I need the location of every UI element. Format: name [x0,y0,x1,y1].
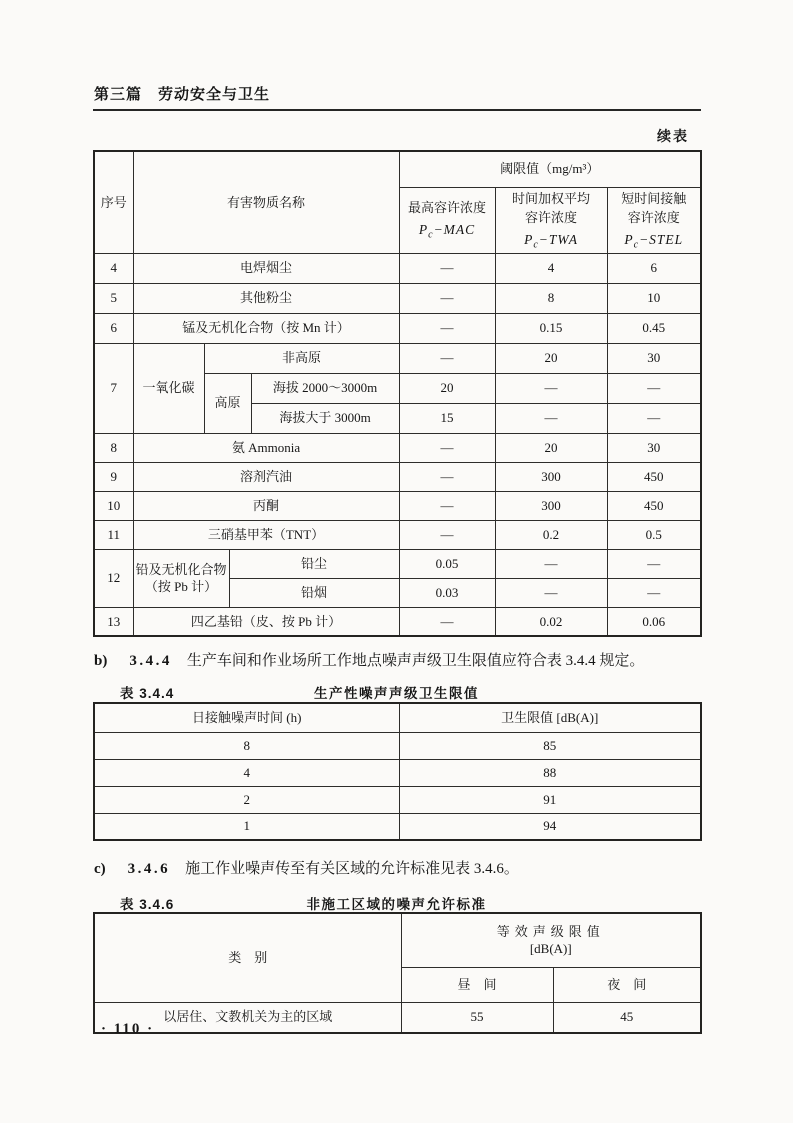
row12-sub1-label: 铅尘 [229,549,399,578]
twa-symbol-rest: −TWA [538,231,578,247]
row11-twa: 0.2 [495,520,607,549]
t344-r4-limit: 94 [399,813,701,840]
row13-twa: 0.02 [495,607,607,636]
header-rule [93,109,701,111]
row12-name-line1: 铅及无机化合物 [135,561,227,577]
row11-seq: 11 [94,520,133,549]
table-row [94,549,701,578]
table-row [94,491,701,520]
row5-name: 其他粉尘 [133,283,399,313]
col-header-mac [399,187,495,253]
paragraph-b [94,651,710,672]
t346-r1-day: 55 [401,1002,553,1033]
table-row [94,813,701,840]
page-number: · 110 · [101,1021,155,1037]
row12-sub1-mac: 0.05 [399,549,495,578]
paragraph-c-number: 3.4.6 [127,861,171,877]
col-header-limit-group: 阈限值（mg/m³） [399,151,701,187]
paragraph-c-text: 施工作业噪声传至有关区域的允许标准见表 3.4.6。 [185,861,519,877]
row12-name [133,549,229,607]
row10-stel: 450 [607,491,701,520]
table-346-caption-title: 非施工区域的噪声允许标准 [306,897,487,912]
stel-title-line2: 容许浓度 [627,210,680,225]
row12-name-line2: （按 Pb 计） [144,579,218,595]
table-row [94,283,701,313]
row9-twa: 300 [495,462,607,491]
mac-symbol-sub: c [428,229,434,241]
row11-stel: 0.5 [607,520,701,549]
t344-r3-limit: 91 [399,786,701,813]
row11-mac: — [399,520,495,549]
row12-seq: 12 [94,549,133,607]
table-344-caption [93,682,700,702]
row5-seq: 5 [94,283,133,313]
col-header-twa [495,187,607,253]
paragraph-c-marker: c) [94,861,106,877]
row12-sub2-stel: — [607,578,701,607]
row7-sub1-twa: — [495,373,607,403]
t346-night-header: 夜 间 [553,967,701,1002]
row8-name: 氨 Ammonia [133,433,399,462]
row9-seq: 9 [94,462,133,491]
t346-limit-header [401,913,701,967]
t344-r4-hours: 1 [94,813,399,840]
row4-twa: 4 [495,253,607,283]
table-346-caption [93,893,700,913]
row8-seq: 8 [94,433,133,462]
col-header-substance: 有害物质名称 [133,151,399,253]
paragraph-b-number: 3.4.4 [129,653,172,669]
twa-symbol-p: P [524,231,534,247]
row12-sub2-label: 铅烟 [229,578,399,607]
paragraph-c [94,859,710,880]
row13-mac: — [399,607,495,636]
row4-stel: 6 [607,253,701,283]
row6-twa: 0.15 [495,313,607,343]
row13-seq: 13 [94,607,133,636]
row7-nonplateau-twa: 20 [495,343,607,373]
twa-symbol [498,231,605,252]
mac-symbol [402,221,493,242]
t344-r3-hours: 2 [94,786,399,813]
table-344-caption-title: 生产性噪声声级卫生限值 [314,686,479,701]
noise-limit-table-344 [93,702,702,841]
mac-title: 最高容许浓度 [408,200,487,216]
t346-day-header: 昼 间 [401,967,553,1002]
table-346-caption-label: 表 3.4.6 [120,897,175,912]
row5-mac: — [399,283,495,313]
row8-stel: 30 [607,433,701,462]
t344-r2-limit: 88 [399,759,701,786]
row6-seq: 6 [94,313,133,343]
mac-symbol-p: P [418,221,429,237]
row7-plateau-label: 高原 [204,373,251,433]
row12-sub2-twa: — [495,578,607,607]
row7-nonplateau-label: 非高原 [204,343,399,373]
stel-symbol [610,231,699,252]
row7-sub2-stel: — [607,403,701,433]
row7-sub2-twa: — [495,403,607,433]
row6-mac: — [399,313,495,343]
t344-col2-header: 卫生限值 [dB(A)] [399,703,701,732]
row6-stel: 0.45 [607,313,701,343]
table-row [94,1002,701,1033]
table-row [94,343,701,373]
table-row [94,253,701,283]
row4-seq: 4 [94,253,133,283]
table-row [94,520,701,549]
row10-twa: 300 [495,491,607,520]
row8-mac: — [399,433,495,462]
row12-sub1-twa: — [495,549,607,578]
t344-r1-hours: 8 [94,732,399,759]
col-header-stel [607,187,701,253]
paragraph-b-marker: b) [94,653,108,669]
table-row [94,433,701,462]
row10-seq: 10 [94,491,133,520]
row10-mac: — [399,491,495,520]
row12-sub1-stel: — [607,549,701,578]
row7-sub1-mac: 20 [399,373,495,403]
row7-nonplateau-mac: — [399,343,495,373]
row7-nonplateau-stel: 30 [607,343,701,373]
substance-limits-table [93,150,702,637]
row7-sub1-stel: — [607,373,701,403]
row9-stel: 450 [607,462,701,491]
t346-r1-night: 45 [553,1002,701,1033]
row4-mac: — [399,253,495,283]
t344-r1-limit: 85 [399,732,701,759]
table-row [94,313,701,343]
row7-sub2-mac: 15 [399,403,495,433]
noise-limit-table-346 [93,912,702,1034]
row11-name: 三硝基甲苯（TNT） [133,520,399,549]
row9-mac: — [399,462,495,491]
table-row [94,462,701,491]
stel-symbol-rest: −STEL [639,231,684,247]
twa-title-line2: 容许浓度 [525,210,578,225]
t346-limit-header-line2: [dB(A)] [529,941,572,957]
stel-symbol-sub: c [633,239,640,251]
twa-symbol-sub: c [533,239,539,251]
row7-seq: 7 [94,343,133,433]
row5-stel: 10 [607,283,701,313]
row9-name: 溶剂汽油 [133,462,399,491]
twa-title-line1: 时间加权平均 [512,190,591,206]
running-header: 第三篇 劳动安全与卫生 [94,86,271,103]
table-row [94,732,701,759]
stel-title-line1: 短时间接触 [621,190,687,206]
table-344-caption-label: 表 3.4.4 [120,686,175,701]
t346-r1-category: 以居住、文教机关为主的区域 [94,1002,401,1033]
row8-twa: 20 [495,433,607,462]
row4-name: 电焊烟尘 [133,253,399,283]
row6-name: 锰及无机化合物（按 Mn 计） [133,313,399,343]
t344-r2-hours: 4 [94,759,399,786]
row5-twa: 8 [495,283,607,313]
stel-symbol-p: P [624,231,634,247]
mac-symbol-rest: −MAC [433,221,476,237]
table-row [94,759,701,786]
t344-col1-header: 日接触噪声时间 (h) [94,703,399,732]
row13-name: 四乙基铅（皮、按 Pb 计） [133,607,399,636]
row10-name: 丙酮 [133,491,399,520]
row7-name: 一氧化碳 [133,343,204,433]
row7-sub2-label: 海拔大于 3000m [251,403,399,433]
continued-table-label: 续表 [657,130,689,145]
table-row [94,607,701,636]
col-header-seq: 序号 [94,151,133,253]
t346-limit-header-line1: 等效声级限值 [496,923,605,939]
row12-sub2-mac: 0.03 [399,578,495,607]
table-row [94,786,701,813]
paragraph-b-text: 生产车间和作业场所工作地点噪声声级卫生限值应符合表 3.4.4 规定。 [186,653,645,669]
row7-sub1-label: 海拔 2000～3000m [251,373,399,403]
t346-category-header: 类 别 [94,913,401,1002]
row13-stel: 0.06 [607,607,701,636]
